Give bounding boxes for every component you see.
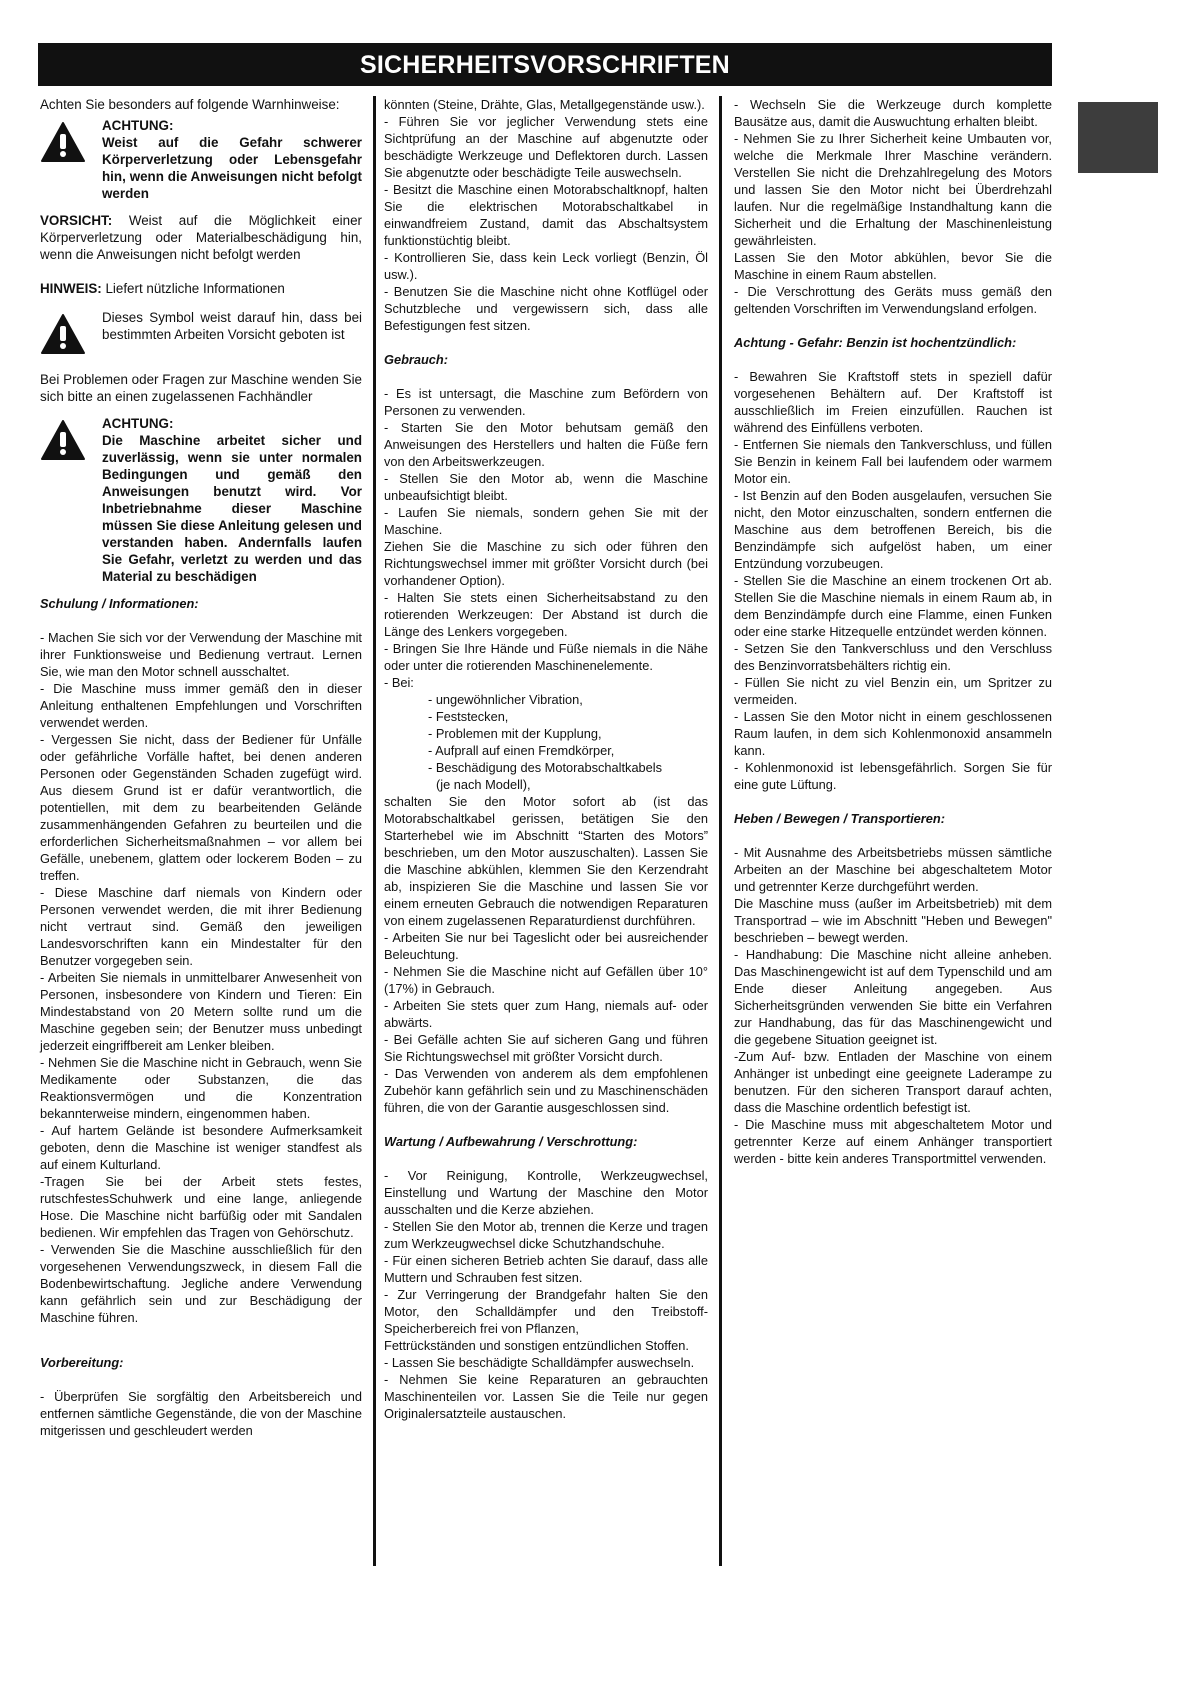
sub-list-item: - Problemen mit der Kupplung, — [428, 726, 602, 741]
list-item: - Handhabung: Die Maschine nicht alleine anheben. Das Maschinengewicht ist auf dem Typenschild und am Ende dieser Anleitung angegeben. Aus Sicherheitsgründen verwenden Sie bitte ein Verfahren zur Handhabung, das für das Maschinengewicht und die gegebene Situation geeignet ist. — [734, 947, 1052, 1047]
list-item: - Starten Sie den Motor behutsam gemäß den Anweisungen des Herstellers und halten die Füße fern von den Arbeitswerkzeugen. — [384, 420, 708, 469]
list-item: - Zur Verringerung der Brandgefahr halten Sie den Motor, den Schalldämpfer und den Treibstoff-Speicherbereich frei von Pflanzen, — [384, 1287, 708, 1336]
column-3 — [734, 96, 1052, 1167]
list-item: - Füllen Sie nicht zu viel Benzin ein, um Spritzer zu vermeiden. — [734, 675, 1052, 707]
list-item: schalten Sie den Motor sofort ab (ist das Motorabschaltkabel gerissen, betätigen Sie den Starterhebel wie im Abschnitt “Starten des Motors” beschrieben, um den Motor auszuschalten). Lassen Sie die Maschine abkühlen, klemmen Sie den Kerzendraht ab, inspizieren Sie die Maschine und lassen Sie vor einem erneuten Gebrauch die notwendigen Reparaturen von einem zugelassenen Reparaturdienst durchführen. — [384, 794, 708, 928]
list-item: - Lassen Sie beschädigte Schalldämpfer auswechseln. — [384, 1355, 695, 1370]
symbol-text: Dieses Symbol weist darauf hin, dass bei bestimmten Arbeiten Vorsicht geboten ist — [102, 310, 362, 342]
warning-text: Die Maschine arbeitet sicher und zuverlässig, wenn sie unter normalen Bedingungen und gemäß den Anweisungen benutzt wird. Vor Inbetriebnahme dieser Maschine müssen Sie diese Anleitung gelesen und verstanden haben. Andernfalls laufen Sie Gefahr, verletzt zu werden und das Material zu beschädigen — [102, 433, 362, 584]
list-item: - Stellen Sie den Motor ab, trennen die Kerze und tragen zum Werkzeugwechsel dicke Schutzhandschuhe. — [384, 1219, 708, 1251]
list-item: - Vor Reinigung, Kontrolle, Werkzeugwechsel, Einstellung und Wartung der Maschine den Motor ausschalten und die Kerze abziehen. — [384, 1168, 708, 1217]
list-item: - Arbeiten Sie stets quer zum Hang, niemals auf- oder abwärts. — [384, 998, 708, 1030]
list-item: - Für einen sicheren Betrieb achten Sie darauf, dass alle Muttern und Schrauben fest sitzen. — [384, 1253, 708, 1285]
warning-label: ACHTUNG: — [102, 416, 174, 431]
list-item: Ziehen Sie die Maschine zu sich oder führen den Richtungswechsel immer mit größter Vorsicht durch (bei vorhandener Option). — [384, 539, 708, 588]
list-item: - Nehmen Sie die Maschine nicht in Gebrauch, wenn Sie Medikamente oder Substanzen, die das Reaktionsvermögen und die Konzentration bekannterweise mindern, eingenommen haben. — [40, 1055, 362, 1121]
section-heading-gebrauch: Gebrauch: — [384, 352, 448, 367]
list-item: - Nehmen Sie keine Reparaturen an gebrauchten Maschinenteilen vor. Lassen Sie die Teile nur gegen Originalersatzteile austauschen. — [384, 1372, 708, 1421]
intro-text: Achten Sie besonders auf folgende Warnhinweise: — [40, 97, 340, 112]
list-item: - Benutzen Sie die Maschine nicht ohne Kotflügel oder Schutzbleche und vergewissern sich, dass alle Befestigungen fest sitzen. — [384, 284, 708, 333]
list-item: - Bei: — [384, 675, 414, 690]
column-2 — [384, 96, 708, 1422]
warning-label: ACHTUNG: — [102, 118, 174, 133]
list-item: - Mit Ausnahme des Arbeitsbetriebs müssen sämtliche Arbeiten an der Maschine bei abgeschaltetem Motor und getrennter Kerze durchgeführt werden. — [734, 845, 1052, 894]
list-item: - Verwenden Sie die Maschine ausschließlich für den vorgesehenen Verwendungszweck, in diesem Fall die Bodenbewirtschaftung. Jegliche andere Verwendung kann gefährlich sein und zur Beschädigung der Maschine führen. — [40, 1242, 362, 1325]
warning-triangle-icon — [40, 309, 102, 359]
list-item: - Machen Sie sich vor der Verwendung der Maschine mit ihrer Funktionsweise und Bedienung vertraut. Lernen Sie, wie man den Motor schnell ausschaltet. — [40, 630, 362, 679]
sub-list-item: - ungewöhnlicher Vibration, — [428, 692, 583, 707]
sub-list-item: - Beschädigung des Motorabschaltkabels — [428, 760, 663, 775]
list-item: - Stellen Sie die Maschine an einem trockenen Ort ab. Stellen Sie die Maschine niemals in einem Raum ab, in dem Benzindämpfe durch eine Flamme, einen Funken oder eine starke Hitzequelle entzündet werden können. — [734, 573, 1052, 639]
section-heading-wartung: Wartung / Aufbewahrung / Verschrottung: — [384, 1134, 638, 1149]
list-item: - Die Maschine muss immer gemäß den in dieser Anleitung enthaltenen Empfehlungen und Vorschriften verwendet werden. — [40, 681, 362, 730]
list-item: - Kohlenmonoxid ist lebensgefährlich. Sorgen Sie für eine gute Lüftung. — [734, 760, 1052, 792]
list-item: - Das Verwenden von anderem als dem empfohlenen Zubehör kann gefährlich sein und zu Maschinenschäden führen, die von der Garantie ausgeschlossen sind. — [384, 1066, 708, 1115]
list-item: - Arbeiten Sie nur bei Tageslicht oder bei ausreichender Beleuchtung. — [384, 930, 708, 962]
list-item: - Ist Benzin auf den Boden ausgelaufen, versuchen Sie nicht, den Motor einzuschalten, sondern entfernen die Maschine aus dem betroffenen Bereich, bis die Benzindämpfe sich aufgelöst haben, um einer Entzündung vorzubeugen. — [734, 488, 1052, 571]
sub-list-note: (je nach Modell), — [436, 777, 531, 792]
list-item: - Es ist untersagt, die Maschine zum Befördern von Personen zu verwenden. — [384, 386, 708, 418]
list-item: - Führen Sie vor jeglicher Verwendung stets eine Sichtprüfung an der Maschine auf abgenutzte oder beschädigte Werkzeuge und Deflektoren durch. Lassen Sie abgenutzte oder beschädigte Teile auswechseln. — [384, 114, 708, 180]
list-item: - Die Maschine muss mit abgeschaltetem Motor und getrennter Kerze auf einem Anhänger transportiert werden - bitte kein anderes Transportmittel verwenden. — [734, 1117, 1052, 1166]
list-item: - Entfernen Sie niemals den Tankverschluss, und füllen Sie Benzin in keinem Fall bei laufendem oder warmem Motor ein. — [734, 437, 1052, 486]
section-heading-schulung: Schulung / Informationen: — [40, 596, 199, 611]
list-item: könnten (Steine, Drähte, Glas, Metallgegenstände usw.). — [384, 97, 705, 112]
page-title: SICHERHEITSVORSCHRIFTEN — [38, 43, 1052, 86]
warning-text: Weist auf die Gefahr schwerer Körperverletzung oder Lebensgefahr hin, wenn die Anweisungen nicht befolgt werden — [102, 135, 362, 201]
list-item: - Halten Sie stets einen Sicherheitsabstand zu den rotierenden Werkzeugen: Der Abstand ist durch die Länge des Lenkers vorgegeben. — [384, 590, 708, 639]
list-item: - Diese Maschine darf niemals von Kindern oder Personen verwendet werden, die mit ihrer Bedienung nicht vertraut sind. Gemäß den jeweiligen Landesvorschriften kann ein Mindestalter für den Benutzer vorgegeben sein. — [40, 885, 362, 968]
sub-list-item: - Aufprall auf einen Fremdkörper, — [428, 743, 615, 758]
list-item: - Bei Gefälle achten Sie auf sicheren Gang und führen Sie Richtungswechsel mit größter Vorsicht durch. — [384, 1032, 708, 1064]
symbol-note-block — [40, 309, 362, 359]
warning-triangle-icon — [40, 117, 102, 202]
list-item: -Zum Auf- bzw. Entladen der Maschine von einem Anhänger ist unbedingt eine geeignete Laderampe zu benutzen. Für den sicheren Transport darauf achten, dass die Maschine ordentlich befestigt ist. — [734, 1049, 1052, 1115]
list-item: - Nehmen Sie die Maschine nicht auf Gefällen über 10° (17%) in Gebrauch. — [384, 964, 708, 996]
vorsicht-label: VORSICHT: — [40, 213, 113, 228]
warning-triangle-icon — [40, 415, 102, 585]
list-item: - Die Verschrottung des Geräts muss gemäß den geltenden Vorschriften im Verwendungsland erfolgen. — [734, 284, 1052, 316]
list-item: - Kontrollieren Sie, dass kein Leck vorliegt (Benzin, Öl usw.). — [384, 250, 708, 282]
list-item: - Wechseln Sie die Werkzeuge durch komplette Bausätze aus, damit die Auswuchtung erhalten bleibt. — [734, 97, 1052, 129]
warning-block-achtung-2 — [40, 415, 362, 585]
list-item: - Überprüfen Sie sorgfältig den Arbeitsbereich und entfernen sämtliche Gegenstände, die von der Maschine mitgerissen und geschleudert werden — [40, 1389, 362, 1438]
column-1 — [40, 96, 362, 1439]
list-item: - Vergessen Sie nicht, dass der Bediener für Unfälle oder gefährliche Vorfälle haftet, bei denen anderen Personen oder Gegenständen Schaden zugefügt wird. Aus diesem Grund ist er dafür verantwortlich, die potentiellen, mit dem zu bearbeitenden Gelände zusammenhängenden Gefahren zu beurteilen und die erforderlichen Sicherheitsmaßnahmen – vor allem bei Gefälle, unebenem, glattem oder lockerem Boden – zu treffen. — [40, 732, 362, 883]
list-item: - Setzen Sie den Tankverschluss und den Verschluss des Benzinvorratsbehälters richtig ein. — [734, 641, 1052, 673]
column-divider — [719, 96, 722, 1566]
list-item: Lassen Sie den Motor abkühlen, bevor Sie die Maschine in einem Raum abstellen. — [734, 250, 1052, 282]
list-item: - Nehmen Sie zu Ihrer Sicherheit keine Umbauten vor, welche die Merkmale Ihrer Maschine verändern. Verstellen Sie nicht die Drehzahlregelung des Motors und lassen Sie den Motor nicht bei Überdrehzahl laufen. Nur die regelmäßige Instandhaltung kann die Sicherheit und die Erhaltung der Maschinenleistung gewährleisten. — [734, 131, 1052, 248]
section-heading-vorbereitung: Vorbereitung: — [40, 1355, 124, 1370]
hinweis-text: Liefert nützliche Informationen — [101, 281, 285, 296]
list-item: - Laufen Sie niemals, sondern gehen Sie mit der Maschine. — [384, 505, 708, 537]
section-heading-benzin: Achtung - Gefahr: Benzin ist hochentzündlich: — [734, 335, 1017, 350]
list-item: - Auf hartem Gelände ist besondere Aufmerksamkeit geboten, denn die Maschine ist weniger standfest als auf einem Kulturland. — [40, 1123, 362, 1172]
vorsicht-text: Weist auf die Möglichkeit einer Körperverletzung oder Materialbeschädigung hin, wenn die Anweisungen nicht befolgt werden — [40, 213, 362, 262]
section-heading-heben: Heben / Bewegen / Transportieren: — [734, 811, 945, 826]
list-item: - Lassen Sie den Motor nicht in einem geschlossenen Raum laufen, in dem sich Kohlenmonoxid ansammeln kann. — [734, 709, 1052, 758]
section-tab — [1078, 102, 1158, 173]
list-item: - Besitzt die Maschine einen Motorabschaltknopf, halten Sie die elektrischen Motorabschaltkabel in einwandfreiem Zustand, damit das Abschaltsystem funktionstüchtig bleibt. — [384, 182, 708, 248]
list-item: - Bewahren Sie Kraftstoff stets in speziell dafür vorgesehenen Behältern auf. Der Kraftstoff ist ausschließlich im Freien einzufüllen. Rauchen ist während des Einfüllens verboten. — [734, 369, 1052, 435]
list-item: - Bringen Sie Ihre Hände und Füße niemals in die Nähe oder unter die rotierenden Maschinenelemente. — [384, 641, 708, 673]
column-divider — [373, 96, 376, 1566]
hinweis-label: HINWEIS: — [40, 281, 102, 296]
problems-text: Bei Problemen oder Fragen zur Maschine wenden Sie sich bitte an einen zugelassenen Fachhändler — [40, 372, 362, 404]
list-item: - Stellen Sie den Motor ab, wenn die Maschine unbeaufsichtigt bleibt. — [384, 471, 708, 503]
list-item: Fettrückständen und sonstigen entzündlichen Stoffen. — [384, 1338, 689, 1353]
list-item: -Tragen Sie bei der Arbeit stets festes, rutschfestesSchuhwerk und eine lange, anliegende Hose. Die Maschine nicht barfüßig oder mit Sandalen bedienen. Wir empfehlen das Tragen von Gehörschutz. — [40, 1174, 362, 1240]
sub-list-item: - Feststecken, — [428, 709, 509, 724]
warning-block-achtung — [40, 117, 362, 202]
list-item: Die Maschine muss (außer im Arbeitsbetrieb) mit dem Transportrad – wie im Abschnitt "Heben und Bewegen" beschrieben – bewegt werden. — [734, 896, 1052, 945]
list-item: - Arbeiten Sie niemals in unmittelbarer Anwesenheit von Personen, insbesondere von Kindern und Tieren: Ein Mindestabstand von 20 Metern sollte rund um die Maschine gegeben sein; der Benutzer muss unbedingt jederzeit eingriffbereit am Lenker bleiben. — [40, 970, 362, 1053]
